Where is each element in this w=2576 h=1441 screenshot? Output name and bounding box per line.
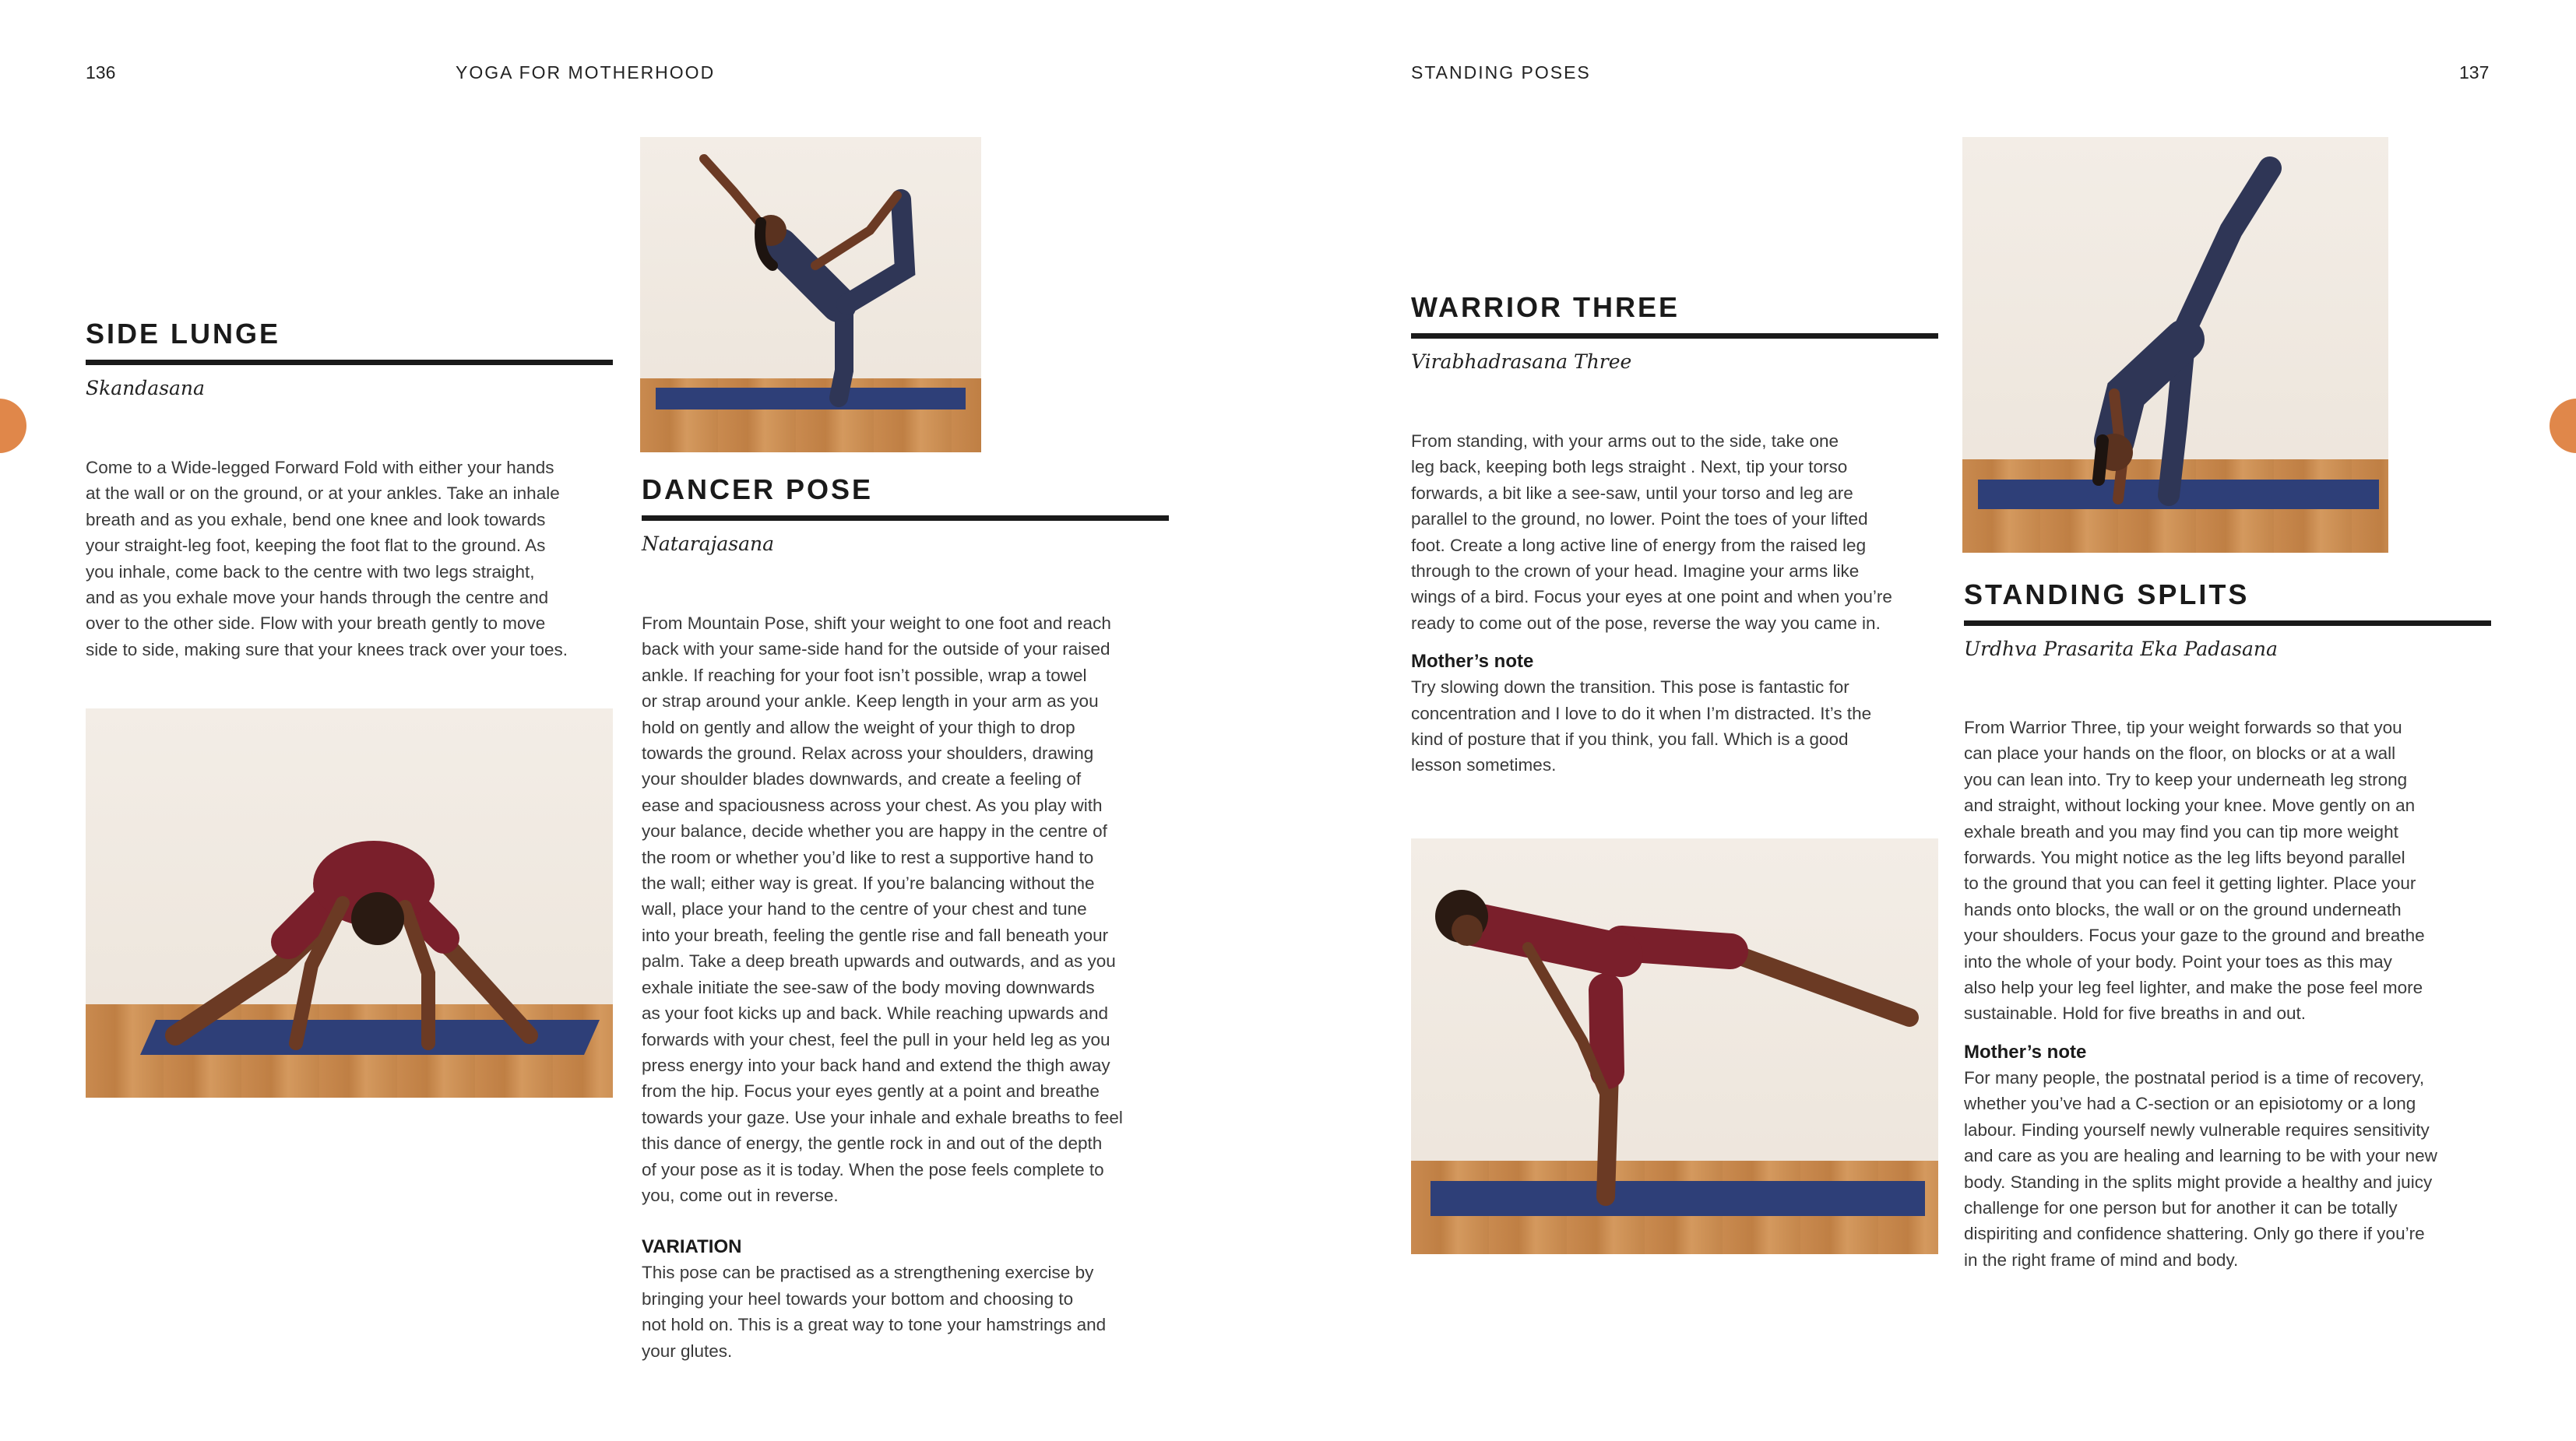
text-line: in the right frame of mind and body. (1964, 1249, 2239, 1270)
text-line: wall, place your hand to the centre of your chest and tune (642, 899, 1087, 919)
text-line: or strap around your ankle. Keep length in your arm as you (642, 691, 1099, 712)
text-line: This pose can be practised as a strengthening exercise by (642, 1263, 1094, 1283)
text-line: at the wall or on the ground, or at your ankles. Take an inhale (86, 483, 560, 504)
text-line: challenge for one person but for another it can be totally (1964, 1197, 2398, 1218)
chapter-tab-left (0, 399, 26, 453)
text-line: you inhale, come back to the centre with two legs straight, (86, 561, 535, 582)
text-line: back with your same-side hand for the outside of your raised (642, 639, 1110, 659)
running-head-left: YOGA FOR MOTHERHOOD (456, 62, 716, 83)
text-line: ease and spaciousness across your chest. As you play with (642, 795, 1103, 815)
standing-splits-text (1964, 715, 2509, 1273)
text-line: your glutes. (642, 1341, 733, 1361)
page-number-left: 136 (86, 62, 116, 83)
warrior-three-note-heading: Mother’s note (1411, 651, 1534, 673)
warrior-three-figure (1411, 838, 1938, 1254)
text-line: of your pose as it is today. When the pose feels complete to (642, 1159, 1104, 1179)
text-line: hold on gently and allow the weight of your thigh to drop (642, 717, 1075, 737)
standing-splits-rule (1964, 620, 2491, 626)
text-line: exhale breath and you may find you can tip more weight (1964, 821, 2398, 842)
text-line: ankle. If reaching for your foot isn’t possible, wrap a towel (642, 665, 1087, 685)
text-line: your balance, decide whether you are happy in the centre of (642, 821, 1107, 842)
text-line: forwards, a bit like a see-saw, until your torso and leg are (1411, 483, 1853, 503)
chapter-tab-right (2550, 399, 2576, 453)
standing-splits-note-heading: Mother’s note (1964, 1041, 2087, 1063)
text-line: sustainable. Hold for five breaths in and out. (1964, 1003, 2307, 1024)
text-line: you can lean into. Try to keep your underneath leg strong (1964, 769, 2408, 789)
warrior-three-sanskrit: Virabhadrasana Three (1411, 350, 1632, 373)
standing-splits-figure (1962, 137, 2388, 553)
running-head-right: STANDING POSES (1411, 62, 1591, 83)
warrior-three-title: WARRIOR THREE (1411, 291, 1680, 323)
text-line: from the hip. Focus your eyes gently at a point and breathe (642, 1081, 1100, 1102)
text-line: can place your hands on the floor, on blocks or at a wall (1964, 743, 2396, 764)
dancer-pose-title: DANCER POSE (642, 473, 874, 505)
text-line: your shoulder blades downwards, and create a feeling of (642, 769, 1082, 789)
text-line: towards your gaze. Use your inhale and exhale breaths to feel (642, 1107, 1123, 1127)
side-lunge-rule (86, 360, 613, 365)
text-line: also help your leg feel lighter, and make the pose feel more (1964, 978, 2423, 998)
side-lunge-figure (86, 708, 613, 1098)
text-line: this dance of energy, the gentle rock in and out of the depth (642, 1133, 1103, 1154)
text-line: your shoulders. Focus your gaze to the ground and breathe (1964, 926, 2425, 946)
text-line: From Mountain Pose, shift your weight to one foot and reach (642, 613, 1111, 633)
side-lunge-photo (86, 708, 613, 1098)
text-line: not hold on. This is a great way to tone your hamstrings and (642, 1315, 1107, 1335)
variation-heading: VARIATION (642, 1236, 742, 1258)
text-line: over to the other side. Flow with your breath gently to move (86, 613, 546, 634)
text-line: breath and as you exhale, bend one knee and look towards (86, 509, 546, 529)
dancer-pose-rule (642, 515, 1169, 521)
text-line: hands onto blocks, the wall or on the ground underneath (1964, 899, 2402, 919)
text-line: concentration and I love to do it when I’m distracted. It’s the (1411, 703, 1872, 723)
standing-splits-sanskrit: Urdhva Prasarita Eka Padasana (1964, 638, 2278, 660)
dancer-pose-text (642, 610, 1179, 1364)
dancer-pose-figure (640, 137, 981, 452)
standing-splits-title: STANDING SPLITS (1964, 578, 2250, 610)
text-line: into the whole of your body. Point your toes as this may (1964, 951, 2392, 972)
standing-splits-photo (1962, 137, 2388, 553)
text-line: press energy into your back hand and extend the thigh away (642, 1055, 1110, 1075)
text-line: wings of a bird. Focus your eyes at one point and when you’re (1411, 587, 1892, 607)
warrior-three-text (1411, 428, 1948, 778)
text-line: to the ground that you can feel it getting lighter. Place your (1964, 873, 2416, 894)
text-line: forwards. You might notice as the leg lifts beyond parallel (1964, 848, 2405, 868)
text-line: dispiriting and confidence shattering. Only go there if you’re (1964, 1224, 2425, 1244)
text-line: whether you’ve had a C-section or an episiotomy or a long (1964, 1094, 2416, 1114)
text-line: From Warrior Three, tip your weight forwards so that you (1964, 718, 2402, 737)
text-line: the room or whether you’d like to rest a supportive hand to (642, 847, 1094, 867)
dancer-pose-sanskrit: Natarajasana (642, 532, 774, 555)
text-line: ready to come out of the pose, reverse the way you came in. (1411, 613, 1881, 633)
side-lunge-title: SIDE LUNGE (86, 318, 281, 350)
dancer-pose-photo (640, 137, 981, 452)
text-line: lesson sometimes. (1411, 755, 1557, 775)
text-line: parallel to the ground, no lower. Point the toes of your lifted (1411, 509, 1868, 529)
text-line: and straight, without locking your knee. Move gently on an (1964, 796, 2416, 816)
warrior-three-photo (1411, 838, 1938, 1254)
text-line: your straight-leg foot, keeping the foot flat to the ground. As (86, 536, 546, 556)
text-line: Come to a Wide-legged Forward Fold with either your hands (86, 458, 554, 477)
text-line: exhale initiate the see-saw of the body moving downwards (642, 977, 1095, 997)
side-lunge-text (86, 455, 623, 663)
text-line: into your breath, feeling the gentle rise and fall beneath your (642, 925, 1109, 945)
page-number-right: 137 (2459, 62, 2490, 83)
text-line: From standing, with your arms out to the side, take one (1411, 431, 1839, 451)
text-line: side to side, making sure that your knees track over your toes. (86, 639, 568, 659)
warrior-three-rule (1411, 333, 1938, 339)
text-line: forwards with your chest, feel the pull in your held leg as you (642, 1029, 1110, 1049)
text-line: you, come out in reverse. (642, 1185, 839, 1205)
text-line: the wall; either way is great. If you’re balancing without the (642, 873, 1095, 894)
text-line: kind of posture that if you think, you fall. Which is a good (1411, 729, 1849, 750)
text-line: leg back, keeping both legs straight . Next, tip your torso (1411, 457, 1848, 477)
text-line: towards the ground. Relax across your shoulders, drawing (642, 743, 1094, 764)
text-line: and as you exhale move your hands through the centre and (86, 588, 549, 608)
text-line: body. Standing in the splits might provide a healthy and juicy (1964, 1172, 2433, 1192)
text-line: and care as you are healing and learning to be with your new (1964, 1146, 2437, 1166)
text-line: bringing your heel towards your bottom and choosing to (642, 1288, 1074, 1309)
text-line: foot. Create a long active line of energy from the raised leg (1411, 535, 1867, 555)
text-line: palm. Take a deep breath upwards and outwards, and as you (642, 951, 1116, 972)
text-line: Try slowing down the transition. This pose is fantastic for (1411, 677, 1849, 698)
text-line: labour. Finding yourself newly vulnerable requires sensitivity (1964, 1119, 2430, 1140)
text-line: through to the crown of your head. Imagine your arms like (1411, 561, 1860, 582)
text-line: as your foot kicks up and back. While reaching upwards and (642, 1003, 1109, 1024)
side-lunge-sanskrit: Skandasana (86, 377, 205, 399)
text-line: For many people, the postnatal period is a time of recovery, (1964, 1067, 2425, 1088)
